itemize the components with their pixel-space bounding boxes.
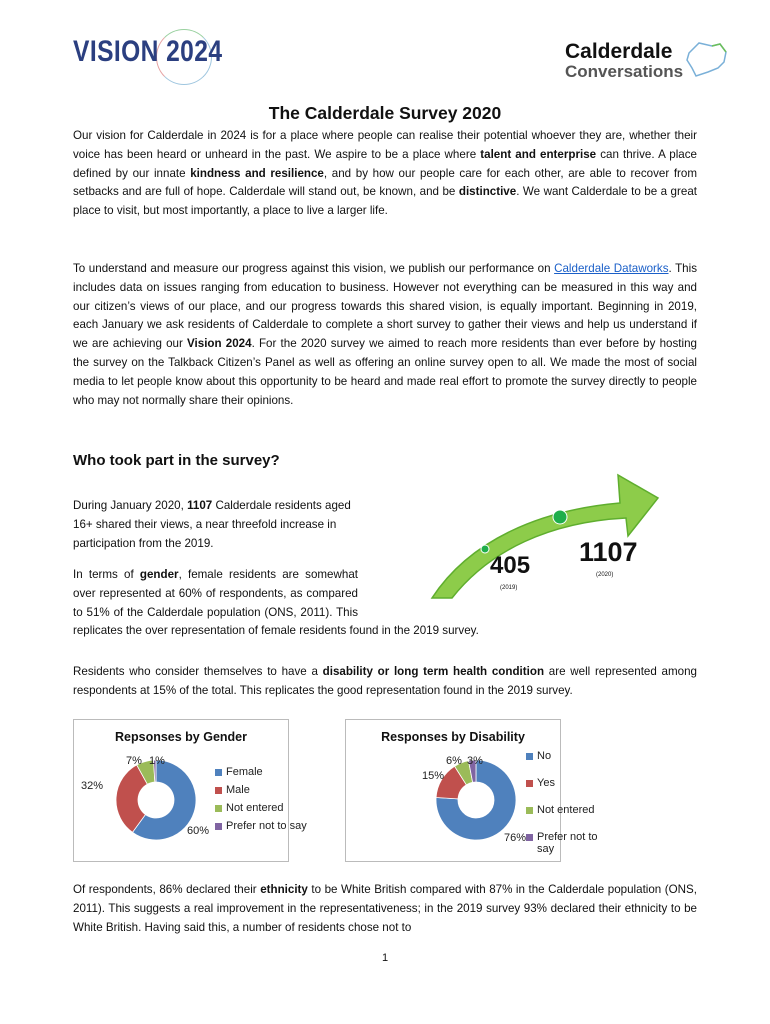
legend-item bbox=[215, 784, 315, 796]
legend-swatch bbox=[526, 834, 533, 841]
gender-chart bbox=[73, 719, 307, 862]
legend-swatch bbox=[526, 780, 533, 787]
legend-label: Prefer not to say bbox=[226, 820, 307, 832]
chart-title: Repsonses by Gender bbox=[115, 730, 247, 744]
legend-label: Not entered bbox=[226, 802, 284, 814]
legend-label: Female bbox=[226, 766, 263, 778]
bold-text: disability or long term health condition bbox=[322, 665, 545, 678]
legend-label: Yes bbox=[537, 777, 555, 789]
data-label: 3% bbox=[467, 755, 483, 767]
text-segment: , and by how our people care for each other, are able to recover from setbacks and are full of hope. Calderdale will stand out, be known, and be bbox=[73, 166, 698, 199]
text-segment: To understand and measure our progress against this vision, we publish our performance on bbox=[73, 262, 555, 275]
legend-label: No bbox=[537, 750, 552, 762]
legend-swatch bbox=[215, 823, 222, 830]
text-segment: are well represented among respondents at 15% of the total. This replicates the good representation found in the 2019 survey. bbox=[73, 665, 697, 697]
text-segment: can thrive. A place defined by our innate bbox=[73, 147, 697, 180]
legend-swatch bbox=[526, 807, 533, 814]
vision-2024-logo: VISION 2024 bbox=[73, 35, 223, 68]
data-label: 60% bbox=[187, 825, 210, 837]
data-label: 1% bbox=[149, 755, 165, 767]
legend-label: Prefer not to say bbox=[537, 831, 598, 855]
legend-item bbox=[215, 820, 315, 832]
data-label: 6% bbox=[446, 755, 462, 767]
text-segment: During January 2020, bbox=[73, 499, 188, 512]
ethnicity-paragraph bbox=[73, 881, 697, 937]
participation-paragraph bbox=[73, 497, 358, 553]
legend-item bbox=[215, 766, 315, 778]
vision-paragraph bbox=[73, 127, 697, 221]
bold-text: Vision 2024 bbox=[187, 337, 252, 351]
dataworks-link[interactable]: Calderdale Dataworks bbox=[554, 262, 669, 275]
year-2020-label: (2020) bbox=[596, 572, 614, 578]
legend-swatch bbox=[215, 769, 222, 776]
legend-item bbox=[215, 802, 315, 814]
count-2019: 405 bbox=[490, 552, 531, 579]
bold-text: 1107 bbox=[187, 499, 213, 512]
text-segment: Of respondents, 86% declared their bbox=[73, 883, 261, 896]
data-label: 15% bbox=[422, 770, 445, 782]
text-segment: Residents who consider themselves to have a bbox=[73, 665, 323, 678]
text-segment: . For the 2020 survey we aimed to reach more residents than ever before by hosting the survey on the Talkback Citizen’s Panel as well as offering an online survey open to all. We made the most of social media to let people know about this opportunity to be heard and made real effort to promote the survey directly to people who may not normally share their opinions. bbox=[73, 337, 697, 407]
dataworks-paragraph bbox=[73, 260, 697, 410]
text-segment: , female residents are somewhat over represented at 60% of respondents, as compared to 51% of the Calderdale population (ONS, 2011). This replicates the over representation of female residents found in the 2019 survey. bbox=[73, 568, 479, 638]
text-segment: Our vision for Calderdale in 2024 is for a place where people can realise their potential whoever they are, whether their voice has been heard or unheard in the past. We aspire to be a place where bbox=[73, 129, 697, 161]
text-segment: Calderdale residents aged 16+ shared their views, a near threefold increase in participation from the 2019. bbox=[73, 499, 351, 550]
bold-text: talent and enterprise bbox=[480, 147, 597, 161]
disability-paragraph bbox=[73, 663, 697, 701]
data-label: 7% bbox=[126, 755, 142, 767]
text-segment: to be White British compared with 87% in the Calderdale population (ONS, 2011). This suggests a real improvement in the representativeness; in the 2019 survey 93% declared their ethnicity to be White British. Having said this, a number of residents chose not to bbox=[73, 883, 697, 934]
bold-text: kindness and resilience bbox=[190, 166, 324, 180]
calderdale-logo-subtitle: Conversations bbox=[565, 62, 684, 81]
section-heading: Who took part in the survey? bbox=[73, 452, 280, 469]
bold-text: distinctive bbox=[458, 185, 517, 199]
legend-item bbox=[526, 777, 606, 789]
year-2019-label: (2019) bbox=[500, 585, 518, 591]
legend-item bbox=[526, 804, 606, 816]
text-segment: In terms of bbox=[73, 568, 140, 581]
disability-chart bbox=[345, 719, 598, 862]
calderdale-map-icon bbox=[684, 38, 729, 80]
legend-swatch bbox=[215, 787, 222, 794]
calderdale-logo-title: Calderdale bbox=[565, 40, 673, 63]
page-title: The Calderdale Survey 2020 bbox=[268, 103, 502, 123]
bold-text: gender bbox=[139, 568, 179, 581]
legend-swatch bbox=[215, 805, 222, 812]
legend-swatch bbox=[526, 753, 533, 760]
legend-label: Not entered bbox=[537, 804, 595, 816]
legend-item bbox=[526, 831, 606, 855]
bold-text: ethnicity bbox=[260, 883, 308, 896]
dot-2020-icon bbox=[553, 510, 567, 524]
page-number: 1 bbox=[381, 952, 389, 964]
text-segment: . This includes data on issues ranging from education to business. However not everything can be measured in this way and our citizen’s views of our place, and our progress towards this shared vision, is equally important. Beginning in 2019, each January we ask residents of Calderdale to complete a short survey to gather their views and help us understand if we are achieving our bbox=[73, 262, 697, 351]
dot-2019-icon bbox=[481, 545, 489, 553]
legend-label: Male bbox=[226, 784, 250, 796]
growth-arrow-graphic bbox=[380, 470, 680, 600]
data-label: 32% bbox=[81, 780, 104, 792]
legend-item bbox=[526, 750, 606, 762]
count-2020: 1107 bbox=[579, 537, 638, 567]
chart-title: Responses by Disability bbox=[381, 730, 525, 744]
data-label: 76% bbox=[504, 832, 527, 844]
text-segment: . We want Calderdale to be a great place to visit, but most importantly, a place to live a larger life. bbox=[73, 185, 697, 218]
